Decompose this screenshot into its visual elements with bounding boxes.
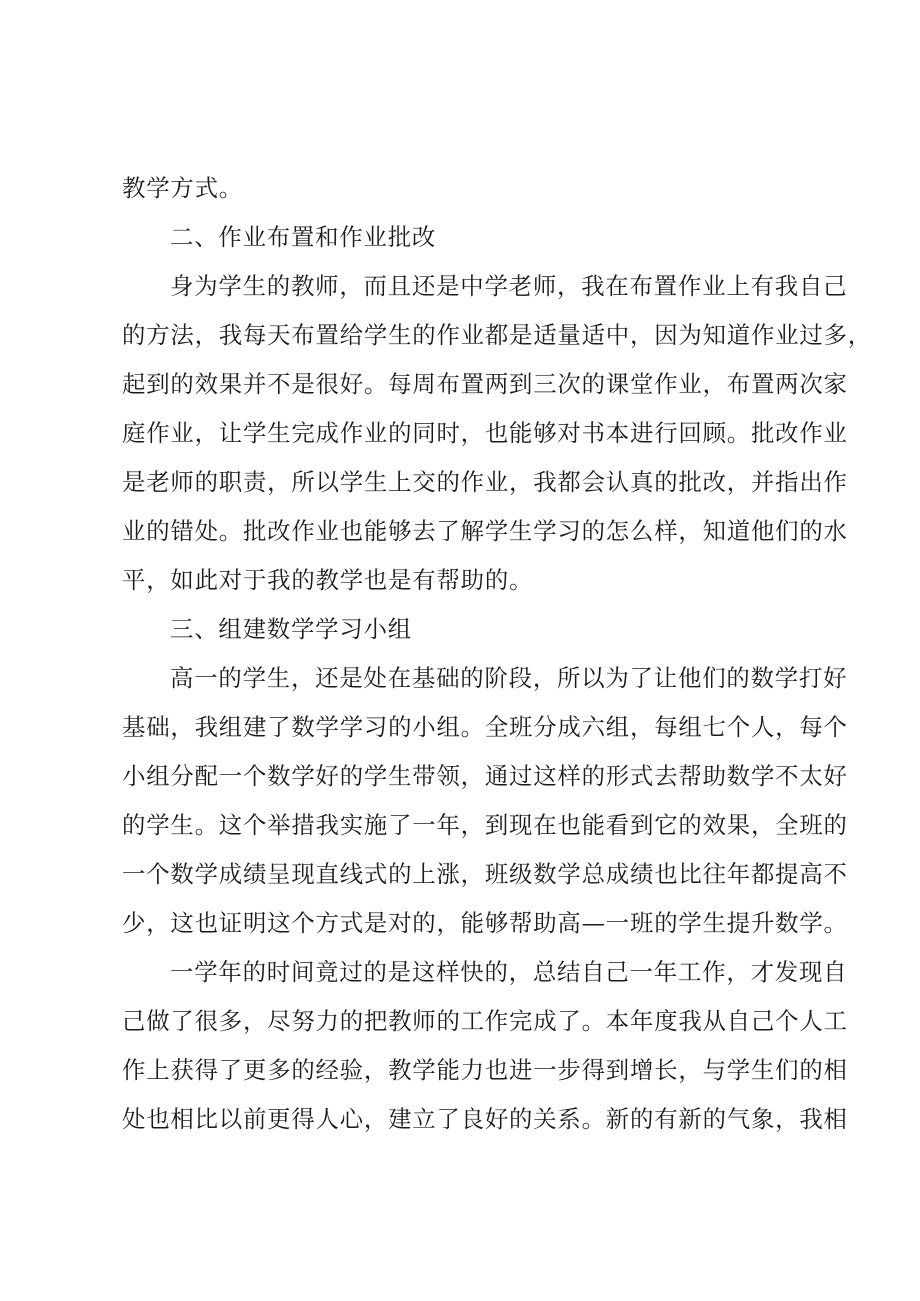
text-line: 平，如此对于我的教学也是有帮助的。	[122, 566, 534, 594]
section-heading: 二、作业布置和作业批改	[170, 223, 437, 251]
text-line: 处也相比以前更得人心，建立了良好的关系。新的有新的气象，我相	[122, 1105, 848, 1133]
text-line: 一学年的时间竟过的是这样快的，总结自己一年工作，才发现自	[170, 958, 848, 986]
text-line: 起到的效果并不是很好。每周布置两到三次的课堂作业，布置两次家	[122, 370, 848, 398]
text-line: 作上获得了更多的经验，教学能力也进一步得到增长，与学生们的相	[122, 1056, 848, 1084]
text-line: 少，这也证明这个方式是对的，能够帮助高—一班的学生提升数学。	[122, 909, 848, 937]
text-line: 己做了很多，尽努力的把教师的工作完成了。本年度我从自己个人工	[122, 1007, 848, 1035]
text-line: 基础，我组建了数学学习的小组。全班分成六组，每组七个人，每个	[122, 713, 848, 741]
text-line: 庭作业，让学生完成作业的同时，也能够对书本进行回顾。批改作业	[122, 419, 848, 447]
text-line: 业的错处。批改作业也能够去了解学生学习的怎么样，知道他们的水	[122, 517, 848, 545]
text-line: 的学生。这个举措我实施了一年，到现在也能看到它的效果，全班的	[122, 811, 848, 839]
text-line: 是老师的职责，所以学生上交的作业，我都会认真的批改，并指出作	[122, 468, 848, 496]
text-line: 的方法，我每天布置给学生的作业都是适量适中，因为知道作业过多，	[122, 321, 872, 349]
section-heading: 三、组建数学学习小组	[170, 615, 412, 643]
text-line: 身为学生的教师，而且还是中学老师，我在布置作业上有我自己	[170, 272, 848, 300]
text-line: 一个数学成绩呈现直线式的上涨，班级数学总成绩也比往年都提高不	[122, 860, 848, 888]
text-line: 教学方式。	[122, 174, 243, 202]
text-line: 小组分配一个数学好的学生带领，通过这样的形式去帮助数学不太好	[122, 762, 848, 790]
text-line: 高一的学生，还是处在基础的阶段，所以为了让他们的数学打好	[170, 664, 848, 692]
